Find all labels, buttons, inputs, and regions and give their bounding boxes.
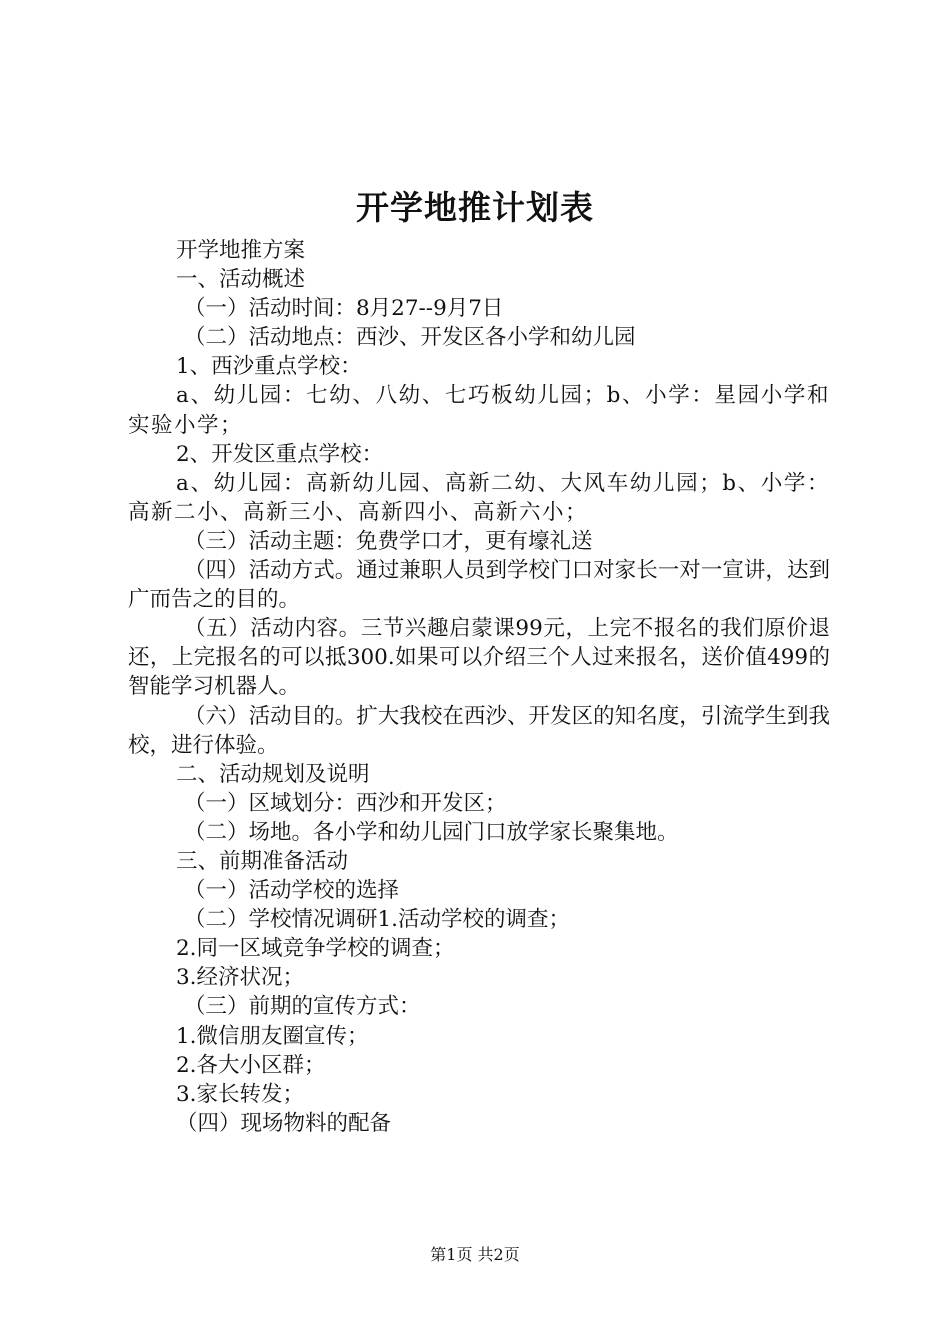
paragraph: （六）活动目的。扩大我校在西沙、开发区的知名度，引流学生到我校，进行体验。 bbox=[128, 703, 830, 758]
paragraph: （一）区域划分：西沙和开发区； bbox=[184, 790, 507, 816]
paragraph: 三、前期准备活动 bbox=[176, 848, 349, 874]
paragraph: （一）活动学校的选择 bbox=[184, 878, 400, 904]
paragraph: 2.各大小区群； bbox=[176, 1052, 326, 1078]
paragraph: （二）活动地点：西沙、开发区各小学和幼儿园 bbox=[184, 325, 636, 351]
paragraph: （二）场地。各小学和幼儿园门口放学家长聚集地。 bbox=[184, 819, 679, 845]
paragraph: 一、活动概述 bbox=[176, 267, 306, 293]
paragraph: 二、活动规划及说明 bbox=[176, 761, 370, 787]
paragraph: 1.微信朋友圈宣传； bbox=[176, 1023, 369, 1049]
paragraph: （三）活动主题：免费学口才，更有壕礼送 bbox=[184, 528, 593, 554]
paragraph: （一）活动时间：8月27--9月7日 bbox=[184, 296, 504, 322]
paragraph: a、幼儿园：七幼、八幼、七巧板幼儿园；b、小学：星园小学和实验小学； bbox=[128, 383, 830, 438]
paragraph: 2.同一区域竞争学校的调查； bbox=[176, 936, 455, 962]
paragraph: 3.经济状况； bbox=[176, 965, 305, 991]
document-body bbox=[128, 236, 830, 1138]
page-footer: 第1页 共2页 bbox=[430, 1245, 520, 1264]
paragraph: （二）学校情况调研1.活动学校的调查； bbox=[184, 907, 571, 933]
paragraph: （四）活动方式。通过兼职人员到学校门口对家长一对一宣讲，达到广而告之的目的。 bbox=[128, 558, 830, 613]
paragraph: 1、西沙重点学校： bbox=[176, 354, 362, 380]
paragraph: a、幼儿园：高新幼儿园、高新二幼、大风车幼儿园；b、小学：高新二小、高新三小、高新四小、高新六小； bbox=[128, 470, 830, 525]
paragraph: 2、开发区重点学校： bbox=[176, 441, 384, 467]
page-title: 开学地推计划表 bbox=[356, 188, 594, 227]
paragraph: （四）现场物料的配备 bbox=[176, 1110, 392, 1136]
paragraph: 开学地推方案 bbox=[176, 238, 306, 263]
paragraph: 3.家长转发； bbox=[176, 1081, 305, 1107]
paragraph: （三）前期的宣传方式： bbox=[184, 994, 421, 1020]
paragraph: （五）活动内容。三节兴趣启蒙课99元，上完不报名的我们原价退还，上完报名的可以抵300.如果可以介绍三个人过来报名，送价值499的智能学习机器人。 bbox=[128, 616, 830, 700]
